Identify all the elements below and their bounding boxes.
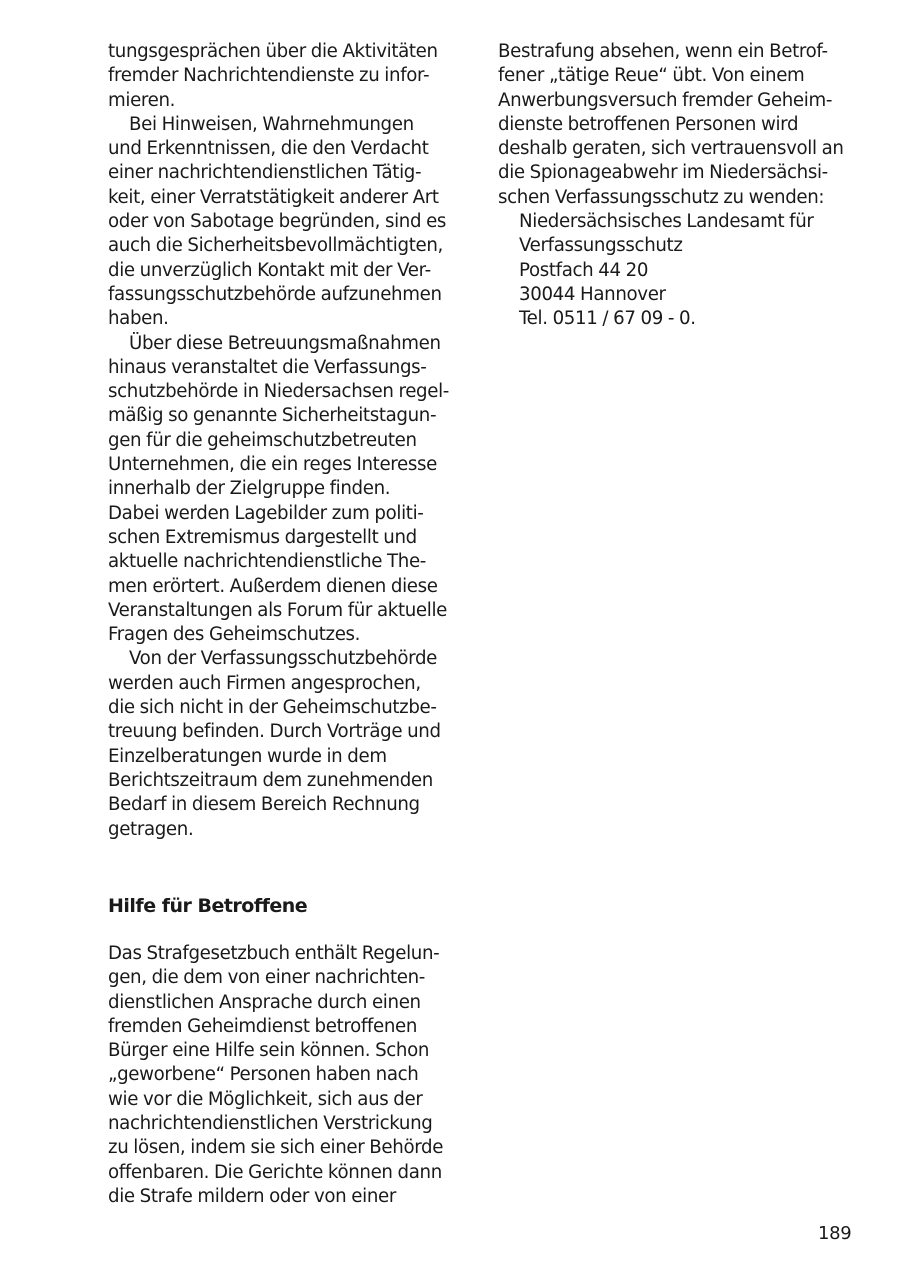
section-body-text bbox=[108, 942, 473, 1209]
text-line: dienste betroffenen Personen wird bbox=[498, 113, 799, 135]
text-line: Von der Verfassungsschutzbehörde bbox=[129, 648, 438, 670]
text-line: fremder Nachrichtendienste zu infor- bbox=[108, 65, 430, 87]
text-line: keit, einer Verratstätigkeit anderer Art bbox=[108, 186, 439, 208]
text-line: fassungsschutzbehörde aufzunehmen bbox=[108, 283, 442, 305]
text-line: gen, die dem von einer nachrichten- bbox=[108, 967, 425, 989]
text-line: haben. bbox=[108, 308, 169, 330]
text-line: Postfach 44 20 bbox=[519, 259, 649, 281]
text-line: fener „tätige Reue“ übt. Von einem bbox=[498, 65, 805, 87]
text-line: men erörtert. Außerdem dienen diese bbox=[108, 575, 438, 597]
text-line: schen Verfassungsschutz zu wenden: bbox=[498, 186, 825, 208]
text-line: dienstlichen Ansprache durch einen bbox=[108, 991, 421, 1013]
text-line: fremden Geheimdienst betroffenen bbox=[108, 1015, 418, 1037]
text-line: „geworbene“ Personen haben nach bbox=[108, 1064, 419, 1086]
text-line: Bestrafung absehen, wenn ein Betrof- bbox=[498, 41, 828, 62]
text-line: die unverzüglich Kontakt mit der Ver- bbox=[108, 259, 431, 281]
text-line: hinaus veranstaltet die Verfassungs- bbox=[108, 356, 427, 378]
text-line: gen für die geheimschutzbetreuten bbox=[108, 429, 417, 451]
text-line: werden auch Firmen angesprochen, bbox=[108, 672, 421, 694]
text-line: schutzbehörde in Niedersachsen regel- bbox=[108, 381, 449, 403]
text-line: Verfassungsschutz bbox=[519, 235, 683, 257]
text-line: mäßig so genannte Sicherheitstagun- bbox=[108, 405, 437, 427]
text-line: zu lösen, indem sie sich einer Behörde bbox=[108, 1137, 444, 1159]
text-line: Berichtszeitraum dem zunehmenden bbox=[108, 769, 433, 791]
text-line: Das Strafgesetzbuch enthält Regelun- bbox=[108, 943, 440, 964]
text-line: Bedarf in diesem Bereich Rechnung bbox=[108, 794, 420, 816]
text-line: Über diese Betreuungsmaßnahmen bbox=[129, 332, 441, 354]
left-column-text bbox=[108, 40, 473, 842]
text-line: auch die Sicherheitsbevollmächtigten, bbox=[108, 235, 443, 257]
text-line: nachrichtendienstlichen Verstrickung bbox=[108, 1113, 433, 1135]
text-line: wie vor die Möglichkeit, sich aus der bbox=[108, 1088, 423, 1110]
text-line: Anwerbungsversuch fremder Geheim- bbox=[498, 89, 833, 111]
text-line: 30044 Hannover bbox=[519, 283, 666, 305]
text-line: Fragen des Geheimschutzes. bbox=[108, 624, 361, 646]
text-line: Tel. 0511 / 67 09 - 0. bbox=[519, 308, 696, 330]
text-line: getragen. bbox=[108, 818, 194, 840]
text-line: Bürger eine Hilfe sein können. Schon bbox=[108, 1040, 430, 1062]
text-line: oder von Sabotage begründen, sind es bbox=[108, 211, 447, 233]
right-column-text bbox=[498, 40, 863, 332]
text-line: Bei Hinweisen, Wahrnehmungen bbox=[129, 113, 414, 135]
text-line: einer nachrichtendienstlichen Tätig- bbox=[108, 162, 422, 184]
text-line: die Spionageabwehr im Niedersächsi- bbox=[498, 162, 828, 184]
text-line: Veranstaltungen als Forum für aktuelle bbox=[108, 599, 448, 621]
text-line: die Strafe mildern oder von einer bbox=[108, 1185, 396, 1207]
text-line: Dabei werden Lagebilder zum politi- bbox=[108, 502, 424, 524]
text-line: schen Extremismus dargestellt und bbox=[108, 526, 417, 548]
text-line: Einzelberatungen wurde in dem bbox=[108, 745, 387, 767]
text-line: deshalb geraten, sich vertrauensvoll an bbox=[498, 138, 844, 160]
text-line: tungsgesprächen über die Aktivitäten bbox=[108, 41, 438, 62]
page-number: 189 bbox=[818, 1223, 852, 1244]
text-line: und Erkenntnissen, die den Verdacht bbox=[108, 138, 429, 160]
section-heading: Hilfe für Betroffene bbox=[108, 895, 308, 917]
text-line: mieren. bbox=[108, 89, 176, 111]
text-line: offenbaren. Die Gerichte können dann bbox=[108, 1161, 442, 1183]
text-line: innerhalb der Zielgruppe finden. bbox=[108, 478, 391, 500]
text-line: treuung befinden. Durch Vorträge und bbox=[108, 721, 441, 743]
text-line: aktuelle nachrichtendienstliche The- bbox=[108, 551, 427, 573]
text-line: die sich nicht in der Geheimschutzbe- bbox=[108, 697, 437, 719]
text-line: Unternehmen, die ein reges Interesse bbox=[108, 454, 437, 476]
text-line: Niedersächsisches Landesamt für bbox=[519, 211, 814, 233]
